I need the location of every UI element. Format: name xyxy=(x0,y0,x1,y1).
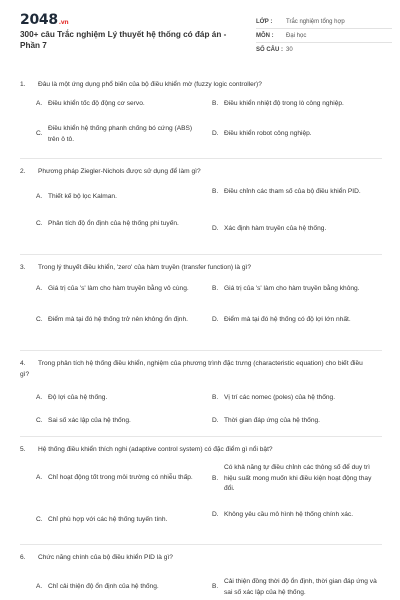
option-text: Giá trị của 's' làm cho hàm truyền bằng không. xyxy=(224,285,360,292)
meta-value: 30 xyxy=(286,47,293,53)
option-a[interactable] xyxy=(36,192,196,203)
site-logo[interactable] xyxy=(20,12,68,28)
option-text: Điểm mà tại đó hệ thống trở nên không ổn định. xyxy=(48,316,188,323)
option-letter: C. xyxy=(36,220,43,227)
option-a[interactable] xyxy=(36,284,196,295)
option-letter: D. xyxy=(212,316,219,323)
logo-text: 2048 xyxy=(20,12,58,28)
question-prompt: Trong phân tích hệ thống điều khiển, nghiệm của phương trình đặc trưng (characteristic equation) cho biết điều gì? xyxy=(20,360,363,378)
option-text: Thời gian đáp ứng của hệ thống. xyxy=(224,417,320,424)
option-text: Điều khiển robot công nghiệp. xyxy=(224,130,312,137)
option-a[interactable] xyxy=(36,99,196,110)
option-b[interactable] xyxy=(212,463,380,495)
option-a[interactable] xyxy=(36,582,196,593)
option-letter: C. xyxy=(36,516,43,523)
meta-table xyxy=(256,15,392,57)
option-b[interactable] xyxy=(212,99,380,110)
question-number: 2. xyxy=(20,168,26,175)
option-text: Chỉ phù hợp với các hệ thống tuyến tính. xyxy=(48,516,168,523)
question-6 xyxy=(20,545,382,600)
meta-value: Đại học xyxy=(286,32,307,39)
question-number: 4. xyxy=(20,360,26,367)
option-a[interactable] xyxy=(36,393,196,404)
option-text: Không yêu cầu mô hình hệ thống chính xác. xyxy=(224,511,354,518)
option-letter: D. xyxy=(212,417,219,424)
option-letter: A. xyxy=(36,474,43,481)
option-letter: D. xyxy=(212,225,219,232)
option-d[interactable] xyxy=(212,510,380,521)
question-text xyxy=(20,445,365,456)
meta-row-subject xyxy=(256,29,392,43)
question-4 xyxy=(20,351,382,437)
question-text xyxy=(20,359,365,380)
option-d[interactable] xyxy=(212,416,380,427)
option-text: Phân tích độ ổn định của hệ thống phi tuyến. xyxy=(48,220,179,227)
question-2 xyxy=(20,159,382,255)
option-c[interactable] xyxy=(36,219,196,230)
option-b[interactable] xyxy=(212,187,380,198)
question-number: 6. xyxy=(20,554,26,561)
option-b[interactable] xyxy=(212,577,380,598)
option-b[interactable] xyxy=(212,284,380,295)
question-prompt: Phương pháp Ziegler-Nichols được sử dụng để làm gì? xyxy=(38,168,201,175)
question-number: 1. xyxy=(20,81,26,88)
option-d[interactable] xyxy=(212,224,380,235)
option-text: Điều khiển hệ thống phanh chống bó cứng (ABS) trên ô tô. xyxy=(48,125,193,143)
option-text: Có khả năng tự điều chỉnh các thông số để duy trì hiệu suất mong muốn khi điều kiện hoạt động thay đổi. xyxy=(224,464,372,492)
option-text: Độ lợi của hệ thống. xyxy=(48,394,108,401)
option-letter: D. xyxy=(212,130,219,137)
question-3 xyxy=(20,255,382,351)
question-number: 3. xyxy=(20,264,26,271)
question-text xyxy=(20,553,365,564)
option-text: Điểm mà tại đó hệ thống có độ lợi lớn nhất. xyxy=(224,316,351,323)
option-text: Chỉ hoạt động tốt trong môi trường có nhiễu thấp. xyxy=(48,474,193,481)
option-c[interactable] xyxy=(36,315,196,326)
option-text: Xác định hàm truyền của hệ thống. xyxy=(224,225,327,232)
logo-tld: .vn xyxy=(58,19,69,26)
page-header xyxy=(20,10,386,68)
meta-row-class xyxy=(256,15,392,29)
question-number: 5. xyxy=(20,446,26,453)
option-letter: B. xyxy=(212,583,219,591)
option-letter: A. xyxy=(36,394,43,401)
option-c[interactable] xyxy=(36,515,196,526)
option-letter: B. xyxy=(212,188,219,195)
option-letter: B. xyxy=(212,474,219,482)
option-text: Điều khiển nhiệt độ trong lò công nghiệp. xyxy=(224,100,344,107)
option-letter: D. xyxy=(212,511,219,518)
question-5 xyxy=(20,437,382,545)
option-letter: C. xyxy=(36,316,43,323)
question-list xyxy=(20,80,382,600)
option-letter: C. xyxy=(36,130,43,138)
option-text: Điều khiển tốc độ động cơ servo. xyxy=(48,100,145,107)
meta-key: MÔN : xyxy=(256,32,274,39)
option-a[interactable] xyxy=(36,473,196,484)
option-letter: A. xyxy=(36,193,43,200)
question-text xyxy=(20,263,365,274)
question-prompt: Đâu là một ứng dụng phổ biến của bộ điều khiển mờ (fuzzy logic controller)? xyxy=(38,81,262,88)
question-prompt: Trong lý thuyết điều khiển, 'zero' của hàm truyền (transfer function) là gì? xyxy=(38,264,252,271)
meta-key: SỐ CÂU : xyxy=(256,47,283,53)
option-b[interactable] xyxy=(212,393,380,404)
page-title: 300+ câu Trắc nghiệm Lý thuyết hệ thống có đáp án - Phần 7 xyxy=(20,30,227,50)
option-d[interactable] xyxy=(212,129,380,140)
question-prompt: Hệ thống điều khiển thích nghi (adaptive control system) có đặc điểm gì nổi bật? xyxy=(38,446,273,453)
option-letter: A. xyxy=(36,100,43,107)
option-letter: C. xyxy=(36,417,43,424)
option-text: Thiết kế bộ lọc Kalman. xyxy=(48,193,117,200)
option-text: Cải thiện đồng thời độ ổn định, thời gian đáp ứng và sai số xác lập của hệ thống. xyxy=(224,578,377,596)
option-letter: B. xyxy=(212,285,219,292)
question-prompt: Chức năng chính của bộ điều khiển PID là gì? xyxy=(38,554,173,561)
meta-row-count xyxy=(256,43,392,57)
option-letter: A. xyxy=(36,583,43,590)
question-1 xyxy=(20,80,382,159)
question-text xyxy=(20,167,365,178)
option-text: Vị trí các nomec (poles) của hệ thống. xyxy=(224,394,336,401)
option-text: Sai số xác lập của hệ thống. xyxy=(48,417,131,424)
option-text: Giá trị của 's' làm cho hàm truyền bằng vô cùng. xyxy=(48,285,189,292)
option-d[interactable] xyxy=(212,315,380,326)
question-text xyxy=(20,80,365,91)
option-c[interactable] xyxy=(36,124,196,145)
option-c[interactable] xyxy=(36,416,196,427)
option-letter: A. xyxy=(36,285,43,292)
option-text: Chỉ cải thiện độ ổn định của hệ thống. xyxy=(48,583,159,590)
option-letter: B. xyxy=(212,394,219,401)
meta-key: LỚP : xyxy=(256,18,273,25)
option-letter: B. xyxy=(212,100,219,107)
option-text: Điều chỉnh các tham số của bộ điều khiển PID. xyxy=(224,188,361,195)
meta-value: Trắc nghiệm tổng hợp xyxy=(286,18,345,25)
